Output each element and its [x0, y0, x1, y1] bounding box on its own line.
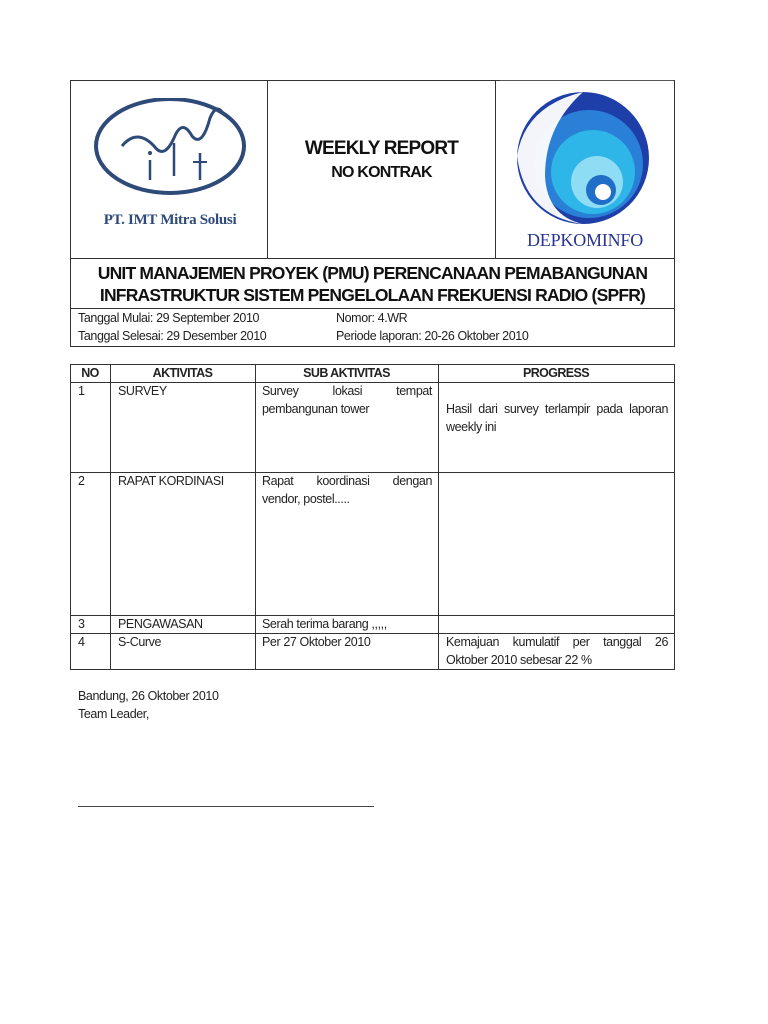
signature-line	[78, 806, 374, 807]
project-title-line2: INFRASTRUKTUR SISTEM PENGELOLAAN FREKUENSI RADIO (SPFR)	[99, 285, 646, 305]
place-date: Bandung, 26 Oktober 2010	[78, 689, 219, 703]
cell-progress: Hasil dari survey terlampir pada laporan weekly ini	[446, 402, 668, 434]
cell-no: 4	[78, 635, 85, 649]
imt-logo-text: PT. IMT Mitra Solusi	[103, 212, 237, 228]
depkominfo-logo-text: DEPKOMINFO	[526, 230, 643, 250]
imt-logo	[92, 98, 248, 238]
cell-no: 3	[78, 617, 85, 631]
project-title-line1: UNIT MANAJEMEN PROYEK (PMU) PERENCANAAN PEMABANGUNAN	[97, 263, 648, 283]
cell-aktivitas: SURVEY	[118, 384, 167, 398]
cell-aktivitas: RAPAT KORDINASI	[118, 474, 224, 488]
report-title: WEEKLY REPORT	[304, 138, 459, 159]
report-subtitle: NO KONTRAK	[331, 164, 432, 181]
cell-sub-aktivitas: Serah terima barang ,,,,,	[262, 617, 387, 631]
cell-aktivitas: PENGAWASAN	[118, 617, 203, 631]
periode-laporan: Periode laporan: 20-26 Oktober 2010	[336, 329, 529, 343]
header-no: NO	[81, 366, 99, 380]
cell-sub-aktivitas: Rapat koordinasi dengan vendor, postel.....	[262, 474, 432, 506]
tanggal-selesai: Tanggal Selesai: 29 Desember 2010	[78, 329, 267, 343]
depkominfo-logo	[505, 86, 665, 256]
tanggal-mulai: Tanggal Mulai: 29 September 2010	[78, 311, 260, 325]
cell-sub-aktivitas: Survey lokasi tempat pembangunan tower	[262, 384, 432, 416]
header-sub-aktivitas: SUB AKTIVITAS	[303, 366, 390, 380]
signatory-role: Team Leader,	[78, 707, 149, 721]
cell-no: 2	[78, 474, 85, 488]
header-aktivitas: AKTIVITAS	[152, 366, 213, 380]
depkominfo-logo-graphic	[505, 86, 665, 226]
header-progress: PROGRESS	[522, 366, 590, 380]
cell-sub-aktivitas: Per 27 Oktober 2010	[262, 635, 371, 649]
cell-aktivitas: S-Curve	[118, 635, 162, 649]
nomor: Nomor: 4.WR	[336, 311, 408, 325]
cell-no: 1	[78, 384, 85, 398]
cell-progress: Kemajuan kumulatif per tanggal 26 Oktober 2010 sebesar 22 %	[446, 635, 668, 667]
